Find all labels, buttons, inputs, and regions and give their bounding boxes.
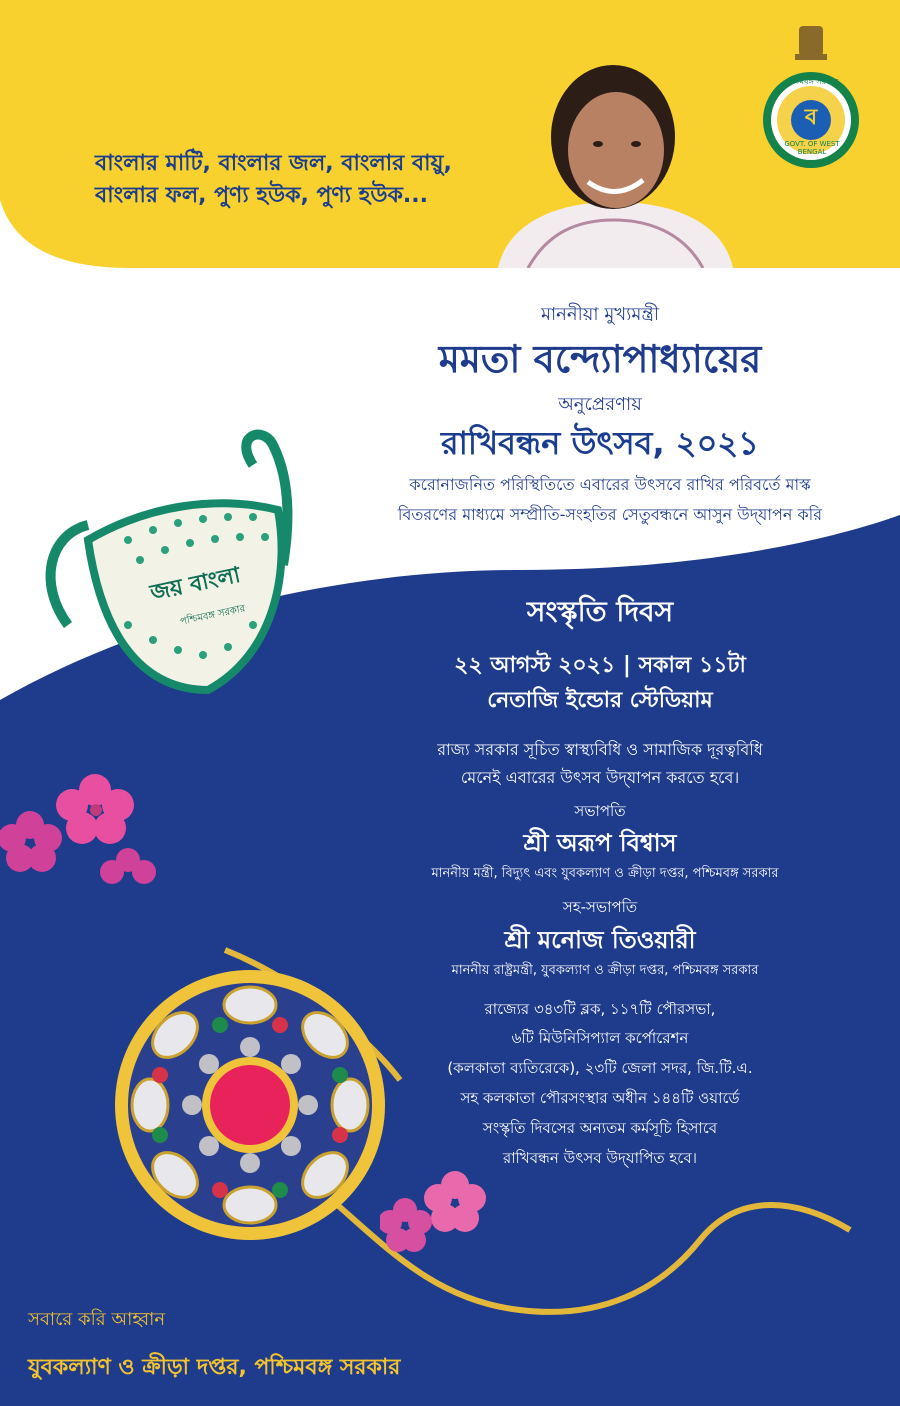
intro-description-line-1: করোনাজনিত পরিস্থিতিতে এবারের উৎসবে রাখির পরিবর্তে মাস্ক [409,475,811,494]
chief-minister-name: মমতা বন্দ্যোপাধ্যায়ের [438,337,762,381]
vice-president-name: শ্রী মনোজ তিওয়ারী [504,926,696,954]
poem [95,148,515,212]
vice-president-title: মাননীয় রাষ্ট্রমন্ত্রী, যুবকল্যাণ ও ক্রীড়া দপ্তর, পশ্চিমবঙ্গ সরকার [451,963,759,978]
emblem-top-text: পশ্চিমবঙ্গ সরকার [785,77,839,86]
flower-cluster-left [0,760,160,890]
event-rules-line-2: মেনেই এবারের উৎসব উদ্‌যাপন করতে হবে। [460,768,740,787]
emblem-bottom-text: GOVT. OF WEST BENGAL [784,140,840,156]
footer-department: যুবকল্যাণ ও ক্রীড়া দপ্তর, পশ্চিমবঙ্গ সরকার [28,1355,401,1380]
president-title: মাননীয় মন্ত্রী, বিদ্যুৎ এবং যুবকল্যাণ ও ক্রীড়া দপ্তর, পশ্চিমবঙ্গ সরকার [431,866,779,881]
event-title: সংস্কৃতি দিবস [526,595,674,628]
president-name: শ্রী অরূপ বিশ্বাস [523,829,677,857]
mask-illustration [28,425,298,700]
info-line-3: (কলকাতা ব্যতিরেকে), ২৩টি জেলা সদর, জি.টি.এ. [447,1059,753,1077]
honorific: মাননীয়া মুখ্যমন্ত্রী [540,304,660,325]
president-label: সভাপতি [574,802,626,820]
intro-description-line-2: বিতরণের মাধ্যমে সম্প্রীতি-সংহতির সেতুবন্ধনে আসুন উদ্‌যাপন করি [397,505,823,524]
vice-president-label: সহ-সভাপতি [562,898,638,916]
flower-icon [424,1171,486,1232]
flower-icon [0,811,62,872]
info-line-5: সংস্কৃতি দিবসের অন্যতম কর্মসূচি হিসাবে [482,1119,718,1137]
info-line-1: রাজ্যের ৩৪৩টি ব্লক, ১১৭টি পৌরসভা, [484,1000,716,1018]
info-line-4: সহ কলকাতা পৌরসংস্থার অধীন ১৪৪টি ওয়ার্ডে [460,1089,740,1107]
mask-text-main: জয় বাংলা [148,562,243,607]
info-line-2: ৬টি মিউনিসিপ্যাল কর্পোরেশন [511,1029,689,1047]
festival-title: রাখিবন্ধন উৎসব, ২০২১ [441,424,759,462]
flower-icon [100,848,156,884]
poem-line-2: বাংলার ফল, পুণ্য হউক, পুণ্য হউক... [95,183,428,208]
inspiration: অনুপ্রেরণায় [558,394,642,415]
footer-invite: সবারে করি আহ্বান [28,1309,166,1330]
event-rules-line-1: রাজ্য সরকার সূচিত স্বাস্থ্যবিধি ও সামাজিক দূরত্ববিধি [437,740,763,759]
lion-capital-icon [799,26,823,56]
event-datetime: ২২ আগস্ট ২০২১ | সকাল ১১টা [454,653,746,678]
mask-text-sub: পশ্চিমবঙ্গ সরকার [179,603,247,628]
chief-minister-portrait [488,52,740,268]
emblem-letter: ব [804,105,818,130]
info-line-6: রাখিবন্ধন উৎসব উদ্‌যাপিত হবে। [502,1149,698,1167]
poem-line-1: বাংলার মাটি, বাংলার জল, বাংলার বায়ু, [95,151,452,176]
event-venue: নেতাজি ইন্ডোর স্টেডিয়াম [487,688,713,713]
